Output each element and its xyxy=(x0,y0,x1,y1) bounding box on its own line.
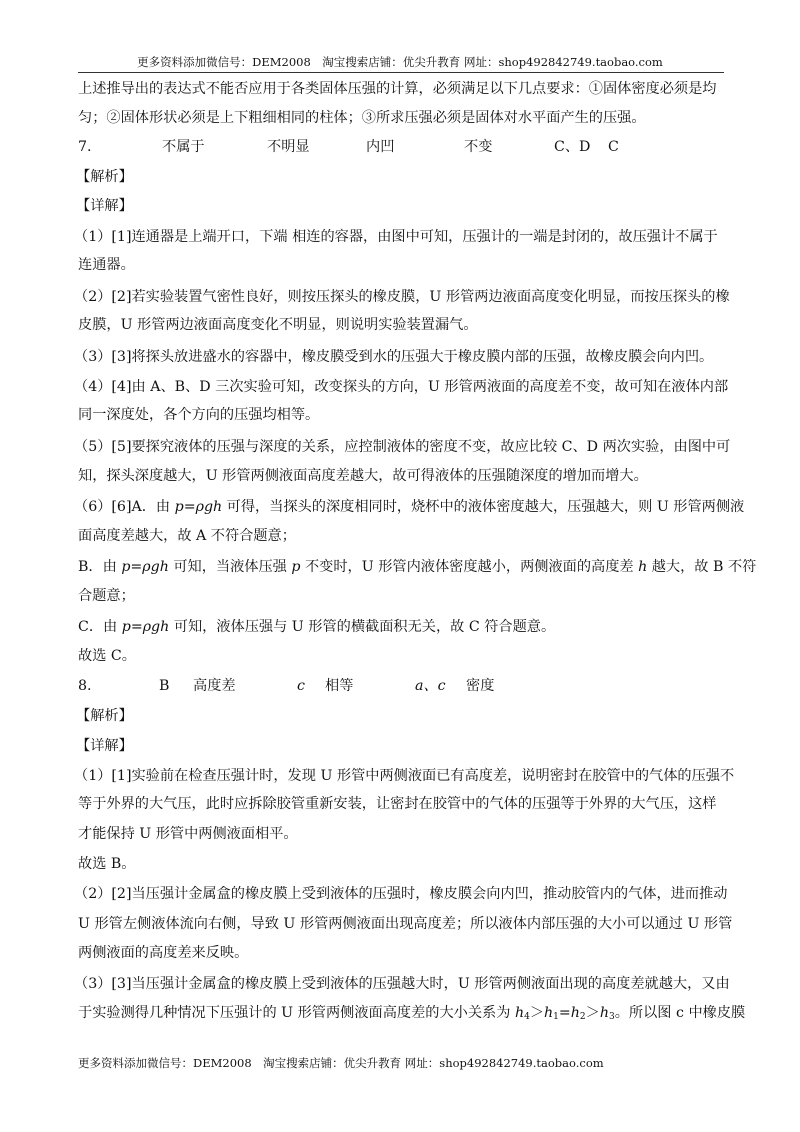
text-line: 才能保持 U 形管中两侧液面相平。 xyxy=(78,826,298,842)
formula: p=ρgh xyxy=(174,499,223,515)
answer-blank: 高度差 xyxy=(193,678,236,694)
question-number: 7. xyxy=(78,139,92,155)
answer-blank: 内凹 xyxy=(366,139,395,155)
page-header: 更多资料添加微信号：DEM2008 淘宝搜索店铺：优尖升教育 网址：shop492842749.taobao.com xyxy=(137,55,663,69)
text-line: 故选 B。 xyxy=(78,856,136,872)
answer-blank: 不明显 xyxy=(267,139,310,155)
text-line: 连通器。 xyxy=(78,257,135,273)
text-line: 等于外界的大气压，此时应拆除胶管重新安装，让密封在胶管中的气体的压强等于外界的大气压，这样 xyxy=(78,796,717,812)
answer-blank: 不变 xyxy=(464,139,493,155)
formula: p=ρgh xyxy=(121,559,169,575)
q7-answers xyxy=(78,136,619,158)
text-line: （3）[3]当压强计金属盒的橡皮膜上受到液体的压强越大时，U 形管两侧液面出现的高度差就越大，又由 xyxy=(74,976,730,992)
answer-blank: 密度 xyxy=(466,678,495,694)
text-line: （3）[3]将探头放进盛水的容器中，橡皮膜受到水的压强大于橡皮膜内部的压强，故橡皮膜会向内凹。 xyxy=(74,349,714,365)
answer-blank: B xyxy=(159,678,170,694)
page-footer: 更多资料添加微信号：DEM2008 淘宝搜索店铺：优尖升教育 网址：shop492842749.taobao.com xyxy=(78,1056,604,1070)
text-line: U 形管左侧液体流向右侧，导致 U 形管两侧液面出现高度差；所以液体内部压强的大小可以通过 U 形管 xyxy=(78,916,733,932)
header-rule xyxy=(78,72,724,73)
text-line: （2）[2]当压强计金属盒的橡皮膜上受到液体的压强时，橡皮膜会向内凹，推动胶管内的气体，进而推动 xyxy=(74,886,728,902)
text-line: C．由 p=ρgh 可知，液体压强与 U 形管的横截面积无关，故 C 符合题意。 xyxy=(78,619,556,635)
text-line: B．由 p=ρgh 可知，当液体压强 p 不变时，U 形管内液体密度越小，两侧液面的高度差 h 越大，故 B 不符 xyxy=(78,559,757,575)
section-label-detail: 【详解】 xyxy=(76,738,133,754)
text-line: 合题意； xyxy=(78,588,135,604)
answer-blank: c xyxy=(297,678,305,694)
text-line: （1）[1]连通器是上端开口，下端 相连的容器，由图中可知，压强计的一端是封闭的，故压强计不属于 xyxy=(74,229,718,245)
section-label-detail: 【详解】 xyxy=(76,198,133,214)
text-line: 匀；②固体形状必须是上下粗细相同的柱体；③所求压强必须是固体对水平面产生的压强。 xyxy=(78,110,646,126)
text-line: （4）[4]由 A、B、D 三次实验可知，改变探头的方向，U 形管两液面的高度差不变，故可知在液体内部 xyxy=(74,379,729,395)
formula: p=ρgh xyxy=(121,619,170,635)
text-line: 于实验测得几种情况下压强计的 U 形管两侧液面高度差的大小关系为 $h_4>h_1=h_2>h_3$。所以图 c 中橡皮膜 xyxy=(78,1005,746,1022)
answer-blank: C、D xyxy=(554,139,591,155)
section-label-analysis: 【解析】 xyxy=(76,708,133,724)
answer-blank: 不属于 xyxy=(162,139,205,155)
text-line: 面高度差越大，故 A 不符合题意； xyxy=(78,528,296,544)
section-label-analysis: 【解析】 xyxy=(76,169,133,185)
q8-answers xyxy=(78,675,494,697)
answer-blank: C xyxy=(608,139,619,155)
text-line: 两侧液面的高度差来反映。 xyxy=(78,945,249,961)
text-line: 上述推导出的表达式不能否应用于各类固体压强的计算，必须满足以下几点要求：①固体密度必须是均 xyxy=(78,81,717,97)
answer-blank: a、c xyxy=(415,678,446,694)
answer-blank: 相等 xyxy=(325,678,354,694)
text-line: （6）[6]A．由 p=ρgh 可得，当探头的深度相同时，烧杯中的液体密度越大，压强越大，则 U 形管两侧液 xyxy=(74,499,745,515)
text-line: （2）[2]若实验装置气密性良好，则按压探头的橡皮膜，U 形管两边液面高度变化明显，而按压探头的橡 xyxy=(74,289,730,305)
text-line: 知，探头深度越大，U 形管两侧液面高度差越大，故可得液体的压强随深度的增加而增大。 xyxy=(78,468,648,484)
text-line: （1）[1]实验前在检查压强计时，发现 U 形管中两侧液面已有高度差，说明密封在胶管中的气体的压强不 xyxy=(74,768,735,784)
text-line: 故选 C。 xyxy=(78,648,136,664)
question-number: 8. xyxy=(78,678,92,694)
text-line: （5）[5]要探究液体的压强与深度的关系，应控制液体的密度不变，故应比较 C、D 两次实验，由图中可 xyxy=(74,439,731,455)
text-line: 同一深度处，各个方向的压强均相等。 xyxy=(78,407,320,423)
text-line: 皮膜，U 形管两边液面高度变化不明显，则说明实验装置漏气。 xyxy=(78,317,478,333)
